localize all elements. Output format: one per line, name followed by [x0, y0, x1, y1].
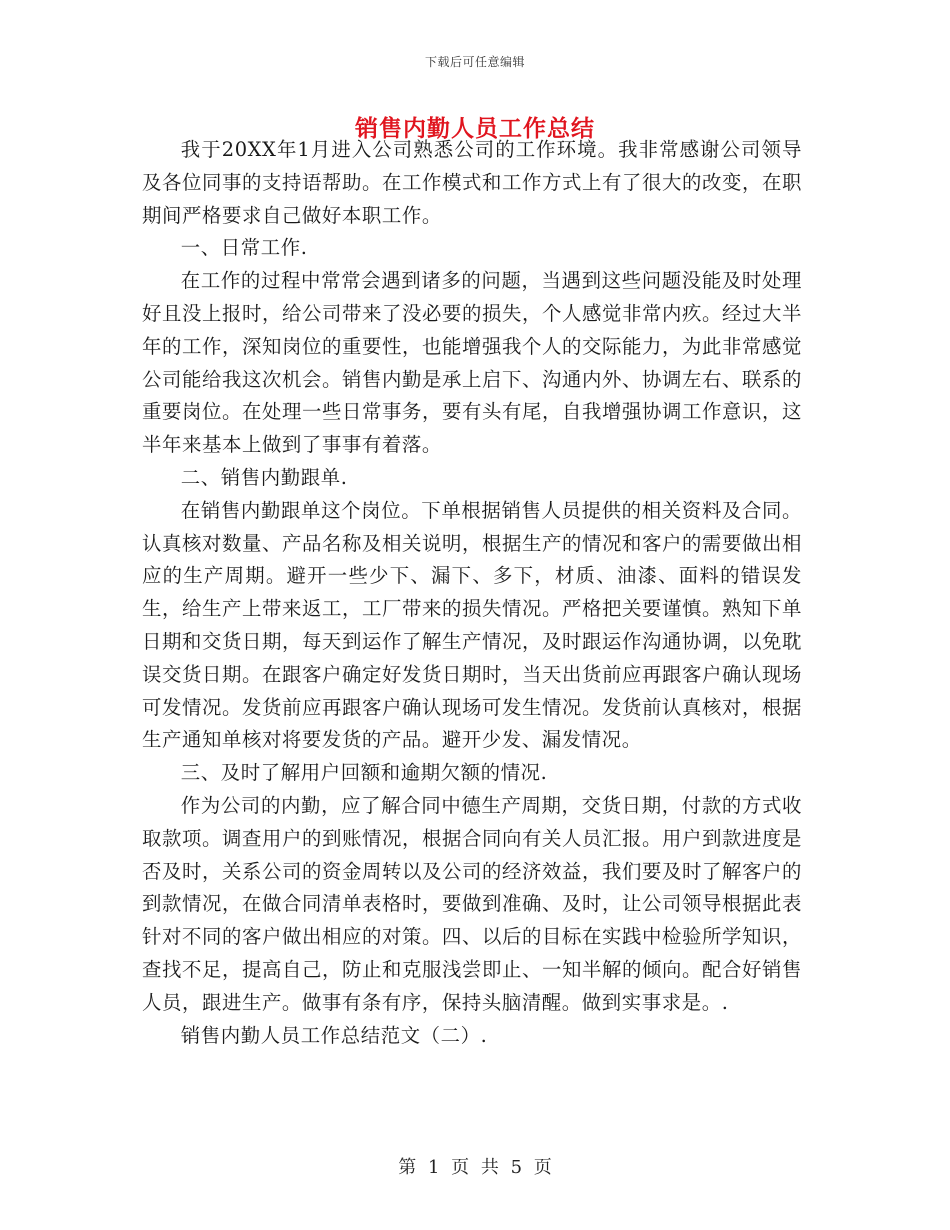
- paragraph-daily-work: 在工作的过程中常常会遇到诸多的问题，当遇到这些问题没能及时处理好且没上报时，给公司带来了没必要的损失，个人感觉非常内疚。经过大半年的工作，深知岗位的重要性，也能增强我个人的交际能力，为此非常感觉公司能给我这次机会。销售内勤是承上启下、沟通内外、协调左右、联系的重要岗位。在处理一些日常事务，要有头有尾，自我增强协调工作意识，这半年来基本上做到了事事有着落。: [142, 269, 802, 457]
- section-heading-daily-work: 一、日常工作.: [180, 236, 308, 260]
- paragraph-order-tracking: 在销售内勤跟单这个岗位。下单根据销售人员提供的相关资料及合同。认真核对数量、产品名称及相关说明，根据生产的情况和客户的需要做出相应的生产周期。避开一些少下、漏下、多下，材质、油漆、面料的错误发生，给生产上带来返工，工厂带来的损失情况。严格把关要谨慎。熟知下单日期和交货日期，每天到运作了解生产情况，及时跟运作沟通协调，以免耽误交货日期。在跟客户确定好发货日期时，当天出货前应再跟客户确认现场可发情况。发货前应再跟客户确认现场可发生情况。发货前认真核对，根据生产通知单核对将要发货的产品。避开少发、漏发情况。: [142, 498, 802, 752]
- paragraph-next-sample: 销售内勤人员工作总结范文（二）.: [180, 1023, 488, 1047]
- paragraph-intro: 我于20XX年1月进入公司熟悉公司的工作环境。我非常感谢公司领导及各位同事的支持语帮助。在工作模式和工作方式上有了很大的改变，在职期间严格要求自己做好本职工作。: [142, 138, 802, 227]
- section-heading-order-tracking: 二、销售内勤跟单.: [180, 465, 348, 489]
- document-body: [142, 134, 802, 1052]
- section-heading-payment-tracking: 三、及时了解用户回额和逾期欠额的情况.: [180, 761, 548, 785]
- header-note: 下载后可任意编辑: [424, 55, 525, 69]
- document-title: 销售内勤人员工作总结: [355, 116, 595, 142]
- page-number-footer: 第 1 页 共 5 页: [398, 1157, 552, 1178]
- paragraph-payment-tracking: 作为公司的内勤，应了解合同中德生产周期，交货日期，付款的方式收取款项。调查用户的到账情况，根据合同向有关人员汇报。用户到款进度是否及时，关系公司的资金周转以及公司的经济效益，我们要及时了解客户的到款情况，在做合同清单表格时，要做到准确、及时，让公司领导根据此表针对不同的客户做出相应的对策。四、以后的目标在实践中检验所学知识，查找不足，提高自己，防止和克服浅尝即止、一知半解的倾向。配合好销售人员，跟进生产。做事有条有序，保持头脑清醒。做到实事求是。.: [142, 793, 802, 1014]
